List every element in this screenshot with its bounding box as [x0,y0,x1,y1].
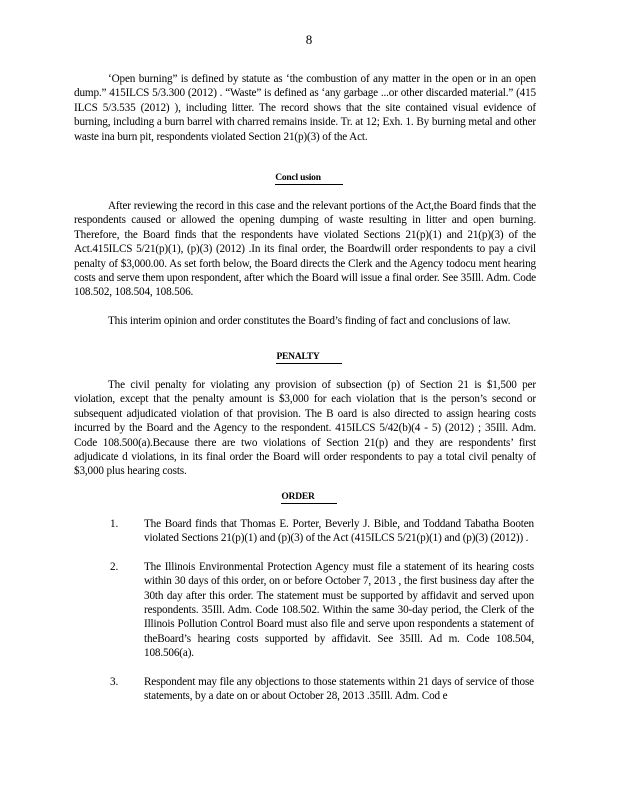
order-item-number: 2. [110,560,119,573]
page-number: 8 [305,32,313,47]
conclusion-block [74,199,536,328]
order-heading [0,492,618,504]
order-item [110,517,534,546]
interim-opinion-paragraph: This interim opinion and order constitutes the Board’s finding of fact and conclusions of law. [108,314,511,327]
penalty-heading [0,352,618,364]
order-item-text: The Board finds that Thomas E. Porter, Beverly J. Bible, and Toddand Tabatha Booten violated Sections 21(p)(1) and (p)(3) of the Act (415ILCS 5/21(p)(1) and (p)(3) (2012)) . [144,518,534,545]
order-item-number: 3. [110,675,119,688]
penalty-paragraph: The civil penalty for violating any provision of subsection (p) of Section 21 is $1,500 per violation, except that the penalty amount is $3,000 for each violation that is the person’s second or subsequent adjudicated violation of that provision. The B oard is also directed to assign hearing costs incurred by the Board and the Agency to the respondent. 415ILCS 5/42(b)(4 - 5) (2012) ; 35Ill. Adm. Code 108.500(a).Because there are two violations of Section 21(p) and they are respondents’ first adjudicate d violations, in its final order the Board will order respondents to pay a total civil penalty of $3,000 plus hearing costs. [74,379,536,478]
intro-paragraph-block [74,72,536,144]
order-item-text: Respondent may file any objections to those statements within 21 days of service of those statements, by a date on or about October 28, 2013 .35Ill. Adm. Cod e [144,675,534,703]
penalty-block [74,378,536,479]
order-item [110,560,534,661]
order-item [110,675,534,704]
order-heading-text: ORDER [281,492,336,504]
order-list [110,517,534,703]
open-burning-paragraph: ‘Open burning” is defined by statute as ‘the combustion of any matter in the open or in an open dump.” 415ILCS 5/3.300 (2012) . “Waste” is defined as ‘any garbage ...or other discarded material.” (415 ILCS 5/3.535 (2012) ), including litter. The record shows that the site contained visual evidence of burning, including a burn barrel with charred remains inside. Tr. at 12; Exh. 1. By burning metal and other waste ina burn pit, respondents violated Section 21(p)(3) of the Act. [74,73,536,143]
conclusion-heading-text: Concl usion [275,173,343,185]
order-item-number: 1. [110,518,119,530]
order-item-text: The Illinois Environmental Protection Agency must file a statement of its hearing costs within 30 days of this order, on or before October 7, 2013 , the first business day after the 30th day after this order. The statement must be supported by affidavit and served upon respondents. 35Ill. Adm. Code 108.502. Within the same 30-day period, the Clerk of the Illinois Pollution Control Board must also file and serve upon respondents a statement of theBoard’s hearing costs supported by affidavit. See 35Ill. Ad m. Code 108.504, 108.506(a). [144,560,534,660]
conclusion-paragraph: After reviewing the record in this case and the relevant portions of the Act,the Board finds that the respondents caused or allowed the opening dumping of waste resulting in litter and open burning. Therefore, the Board finds that the respondents have violated Sections 21(p)(1) and 21(p)(3) of the Act.415ILCS 5/21(p)(1), (p)(3) (2012) .In its final order, the Boardwill order respondents to pay a civil penalty of $3,000.00. As set forth below, the Board directs the Clerk and the Agency todocu ment hearing costs and serve them upon respondent, after which the Board will issue a final order. See 35Ill. Adm. Code 108.502, 108.504, 108.506. [74,200,536,299]
conclusion-heading [0,173,618,185]
penalty-heading-text: PENALTY [276,352,341,364]
